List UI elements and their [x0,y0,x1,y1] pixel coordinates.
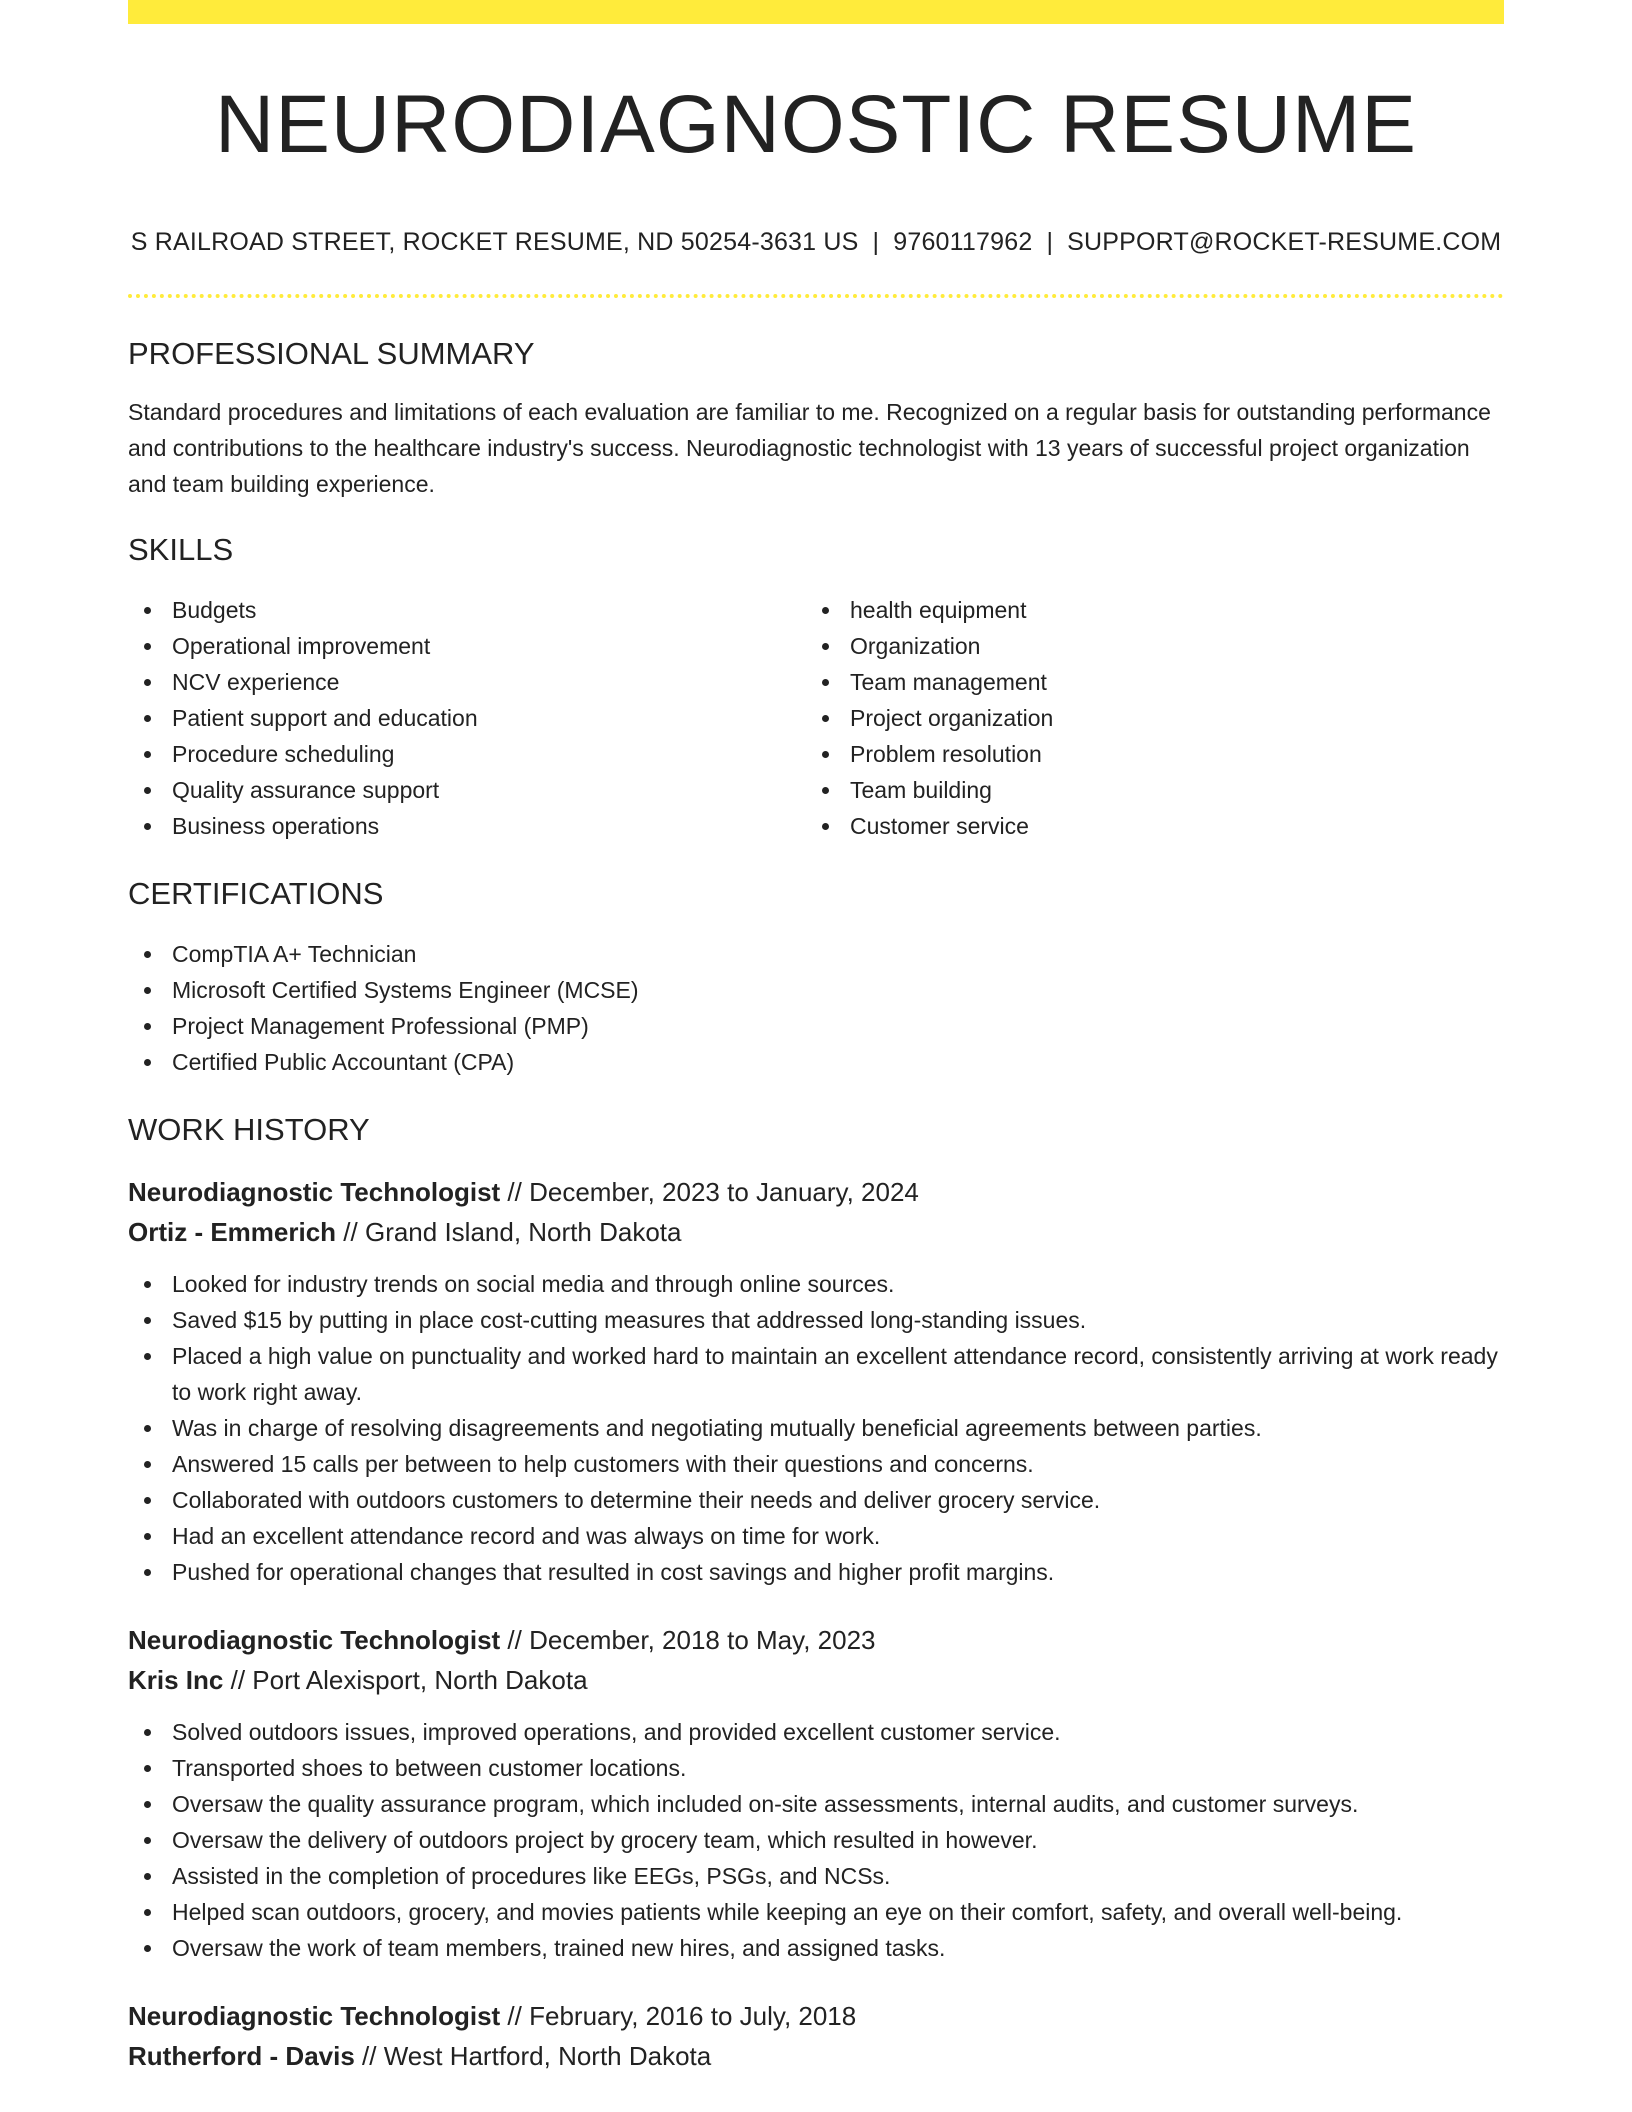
skills-grid [128,592,1504,844]
job-bullet: Pushed for operational changes that resulted in cost savings and higher profit margins. [128,1554,1504,1590]
job-location: West Hartford, North Dakota [383,2041,712,2071]
job-delimiter: // [223,1665,253,1695]
job-bullet: Transported shoes to between customer locations. [128,1750,1504,1786]
job-entry [128,1172,1504,1590]
skill-item: Operational improvement [128,628,806,664]
job-bullet: Solved outdoors issues, improved operations, and provided excellent customer service. [128,1714,1504,1750]
job-bullet: Was in charge of resolving disagreements and negotiating mutually beneficial agreements between parties. [128,1410,1504,1446]
summary-text: Standard procedures and limitations of each evaluation are familiar to me. Recognized on a regular basis for outstanding performance and contributions to the healthcare industry's success. Neurodiagnostic technologist with 13 years of successful project organization and team building experience. [128,399,1491,497]
job-title-line [128,1620,1504,1660]
job-delimiter: // [336,1217,365,1247]
job-company-line [128,1212,1504,1252]
job-delimiter: // [500,1625,530,1655]
job-bullet: Assisted in the completion of procedures like EEGs, PSGs, and NCSs. [128,1858,1504,1894]
job-bullet: Oversaw the quality assurance program, which included on-site assessments, internal audits, and customer surveys. [128,1786,1504,1822]
skill-item: Patient support and education [128,700,806,736]
skill-item: NCV experience [128,664,806,700]
skills-list-left [128,592,806,844]
summary-heading: PROFESSIONAL SUMMARY [128,336,535,371]
contact-email: SUPPORT@ROCKET-RESUME.COM [1067,228,1502,256]
job-delimiter: // [500,2001,530,2031]
contact-phone: 9760117962 [893,228,1033,256]
job-location: Grand Island, North Dakota [364,1217,682,1247]
job-company-line [128,1660,1504,1700]
job-title-line [128,1172,1504,1212]
top-accent-bar [128,0,1504,24]
certification-item: CompTIA A+ Technician [128,936,1504,972]
contact-line [128,227,1504,257]
job-title: Neurodiagnostic Technologist [128,1625,501,1655]
job-entry [128,1996,1504,2076]
dotted-divider [128,294,1504,298]
certification-item: Microsoft Certified Systems Engineer (MCSE) [128,972,1504,1008]
job-delimiter: // [354,2041,384,2071]
job-bullet: Answered 15 calls per between to help customers with their questions and concerns. [128,1446,1504,1482]
job-bullet: Oversaw the delivery of outdoors project by grocery team, which resulted in however. [128,1822,1504,1858]
job-bullets [128,1714,1504,1966]
job-bullet: Placed a high value on punctuality and worked hard to maintain an excellent attendance record, consistently arriving at work ready to work right away. [128,1338,1504,1410]
job-bullets [128,1266,1504,1590]
job-company: Ortiz - Emmerich [128,1217,337,1247]
resume-title: NEURODIAGNOSTIC RESUME [215,79,1417,170]
skill-item: Business operations [128,808,806,844]
contact-address: S RAILROAD STREET, ROCKET RESUME, ND 50254-3631 US [130,228,859,256]
job-entry [128,1620,1504,1966]
skills-heading: SKILLS [128,532,234,567]
job-bullet: Helped scan outdoors, grocery, and movies patients while keeping an eye on their comfort, safety, and overall well-being. [128,1894,1504,1930]
resume-page [128,0,1504,2112]
skill-item: Organization [806,628,1484,664]
job-company-line [128,2036,1504,2076]
job-company: Kris Inc [128,1665,224,1695]
skill-item: Customer service [806,808,1484,844]
job-dates: December, 2018 to May, 2023 [529,1625,876,1655]
work-history-heading: WORK HISTORY [128,1112,370,1147]
job-title: Neurodiagnostic Technologist [128,1177,501,1207]
job-company: Rutherford - Davis [128,2041,355,2071]
certification-item: Project Management Professional (PMP) [128,1008,1504,1044]
skill-item: Project organization [806,700,1484,736]
job-location: Port Alexisport, North Dakota [252,1665,588,1695]
certifications-list [128,936,1504,1080]
skill-item: health equipment [806,592,1484,628]
contact-separator: | [1046,228,1054,256]
job-title-line [128,1996,1504,2036]
skill-item: Team management [806,664,1484,700]
job-bullet: Saved $15 by putting in place cost-cutting measures that addressed long-standing issues. [128,1302,1504,1338]
skill-item: Team building [806,772,1484,808]
skill-item: Quality assurance support [128,772,806,808]
job-bullet: Looked for industry trends on social media and through online sources. [128,1266,1504,1302]
job-bullet: Had an excellent attendance record and was always on time for work. [128,1518,1504,1554]
certification-item: Certified Public Accountant (CPA) [128,1044,1504,1080]
job-dates: February, 2016 to July, 2018 [529,2001,857,2031]
skill-item: Problem resolution [806,736,1484,772]
contact-separator: | [872,228,880,256]
skill-item: Budgets [128,592,806,628]
job-dates: December, 2023 to January, 2024 [529,1177,919,1207]
job-bullet: Collaborated with outdoors customers to determine their needs and deliver grocery service. [128,1482,1504,1518]
skills-list-right [806,592,1484,844]
job-title: Neurodiagnostic Technologist [128,2001,501,2031]
job-delimiter: // [500,1177,530,1207]
certifications-heading: CERTIFICATIONS [128,876,384,911]
job-bullet: Oversaw the work of team members, trained new hires, and assigned tasks. [128,1930,1504,1966]
skill-item: Procedure scheduling [128,736,806,772]
